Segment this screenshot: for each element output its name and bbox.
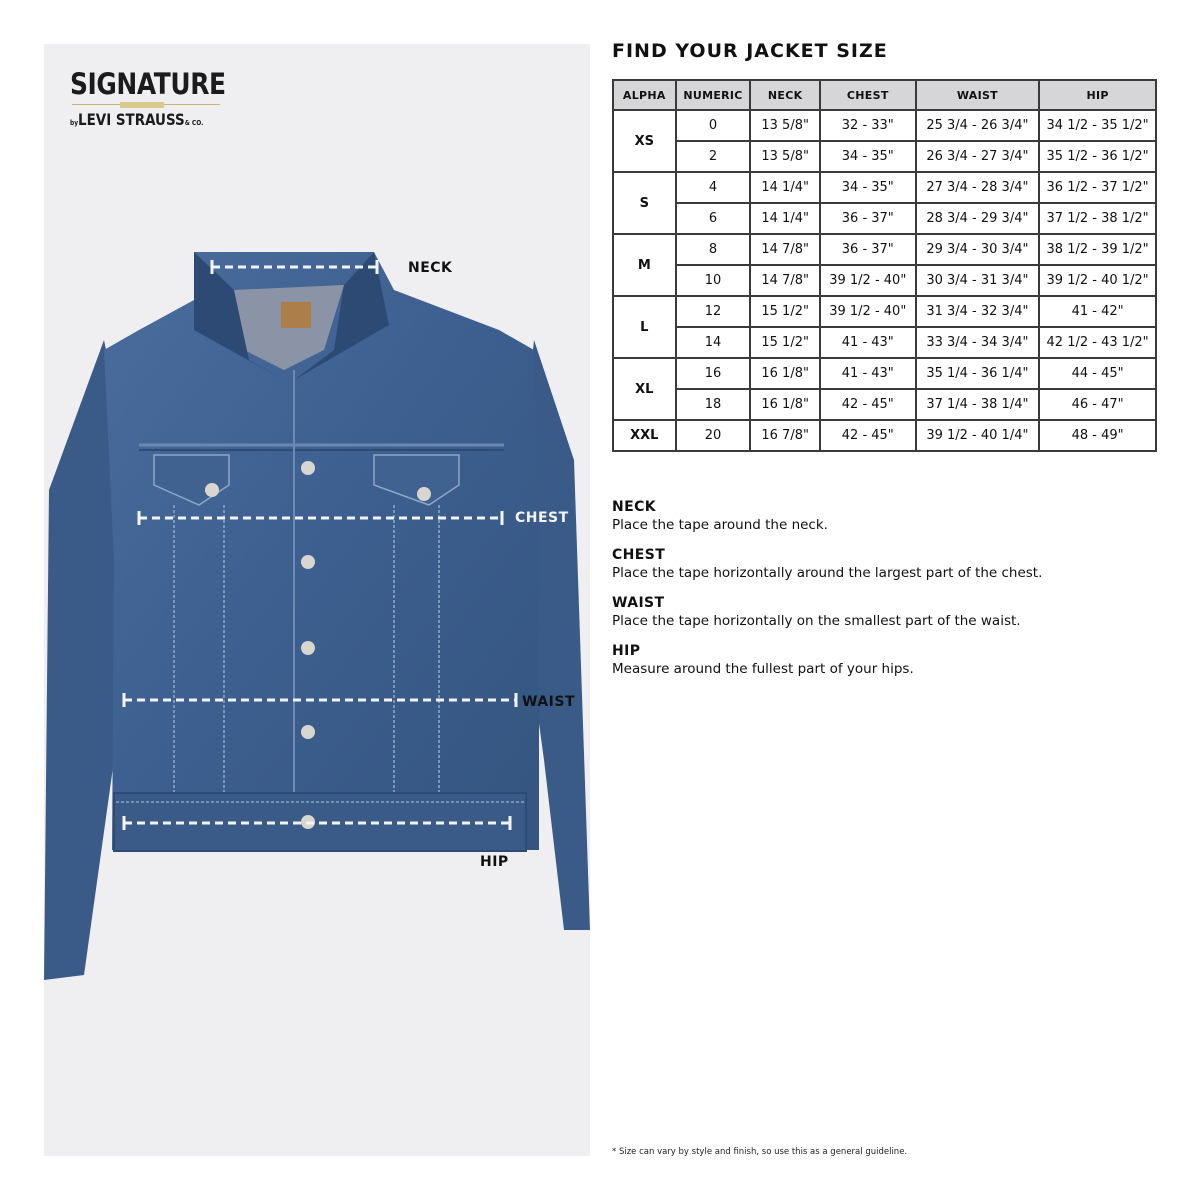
numeric-cell: 2 <box>676 141 751 172</box>
neck-cell: 14 1/4" <box>750 203 820 234</box>
chest-cell: 41 - 43" <box>820 358 916 389</box>
chest-cell: 39 1/2 - 40" <box>820 265 916 296</box>
numeric-cell: 8 <box>676 234 751 265</box>
hip-cell: 39 1/2 - 40 1/2" <box>1039 265 1156 296</box>
alpha-size-cell: XXL <box>613 420 676 451</box>
column-header: NUMERIC <box>676 80 751 110</box>
waist-cell: 26 3/4 - 27 3/4" <box>916 141 1040 172</box>
waist-label: WAIST <box>522 694 575 710</box>
column-header: HIP <box>1039 80 1156 110</box>
hip-cell: 42 1/2 - 43 1/2" <box>1039 327 1156 358</box>
column-header: CHEST <box>820 80 916 110</box>
numeric-cell: 20 <box>676 420 751 451</box>
numeric-cell: 16 <box>676 358 751 389</box>
neck-cell: 15 1/2" <box>750 327 820 358</box>
instruction-title: CHEST <box>612 547 666 563</box>
instruction-text: Place the tape horizontally on the smallest part of the waist. <box>612 613 1021 629</box>
instruction-title: WAIST <box>612 595 665 611</box>
hip-cell: 48 - 49" <box>1039 420 1156 451</box>
hip-cell: 37 1/2 - 38 1/2" <box>1039 203 1156 234</box>
waist-cell: 25 3/4 - 26 3/4" <box>916 110 1040 141</box>
alpha-size-cell: S <box>613 172 676 234</box>
product-photo-panel <box>44 44 590 1156</box>
logo-by: by <box>70 119 79 127</box>
waist-cell: 27 3/4 - 28 3/4" <box>916 172 1040 203</box>
hip-cell: 34 1/2 - 35 1/2" <box>1039 110 1156 141</box>
table-row <box>613 110 1156 141</box>
table-row <box>613 172 1156 203</box>
table-row <box>613 327 1156 358</box>
neck-cell: 15 1/2" <box>750 296 820 327</box>
table-row <box>613 420 1156 451</box>
hip-cell: 35 1/2 - 36 1/2" <box>1039 141 1156 172</box>
logo-suffix: & CO. <box>184 119 204 127</box>
column-header: NECK <box>750 80 820 110</box>
waist-cell: 33 3/4 - 34 3/4" <box>916 327 1040 358</box>
instruction-neck <box>612 499 1172 534</box>
table-row <box>613 389 1156 420</box>
column-header: WAIST <box>916 80 1040 110</box>
neck-cell: 14 7/8" <box>750 265 820 296</box>
table-row <box>613 203 1156 234</box>
size-chart-title: FIND YOUR JACKET SIZE <box>612 40 888 62</box>
chest-cell: 41 - 43" <box>820 327 916 358</box>
measurement-instructions <box>612 499 1172 691</box>
alpha-size-cell: M <box>613 234 676 296</box>
hip-cell: 46 - 47" <box>1039 389 1156 420</box>
chest-label: CHEST <box>515 510 569 526</box>
waist-cell: 29 3/4 - 30 3/4" <box>916 234 1040 265</box>
chest-cell: 42 - 45" <box>820 420 916 451</box>
chest-cell: 32 - 33" <box>820 110 916 141</box>
logo-divider <box>72 102 220 108</box>
neck-label: NECK <box>408 260 453 276</box>
instruction-chest <box>612 547 1172 582</box>
instruction-text: Place the tape around the neck. <box>612 517 828 533</box>
size-footnote: * Size can vary by style and finish, so use this as a general guideline. <box>612 1147 908 1157</box>
alpha-size-cell: XL <box>613 358 676 420</box>
neck-cell: 14 1/4" <box>750 172 820 203</box>
hip-cell: 38 1/2 - 39 1/2" <box>1039 234 1156 265</box>
table-row <box>613 358 1156 389</box>
chest-cell: 36 - 37" <box>820 203 916 234</box>
waist-cell: 35 1/4 - 36 1/4" <box>916 358 1040 389</box>
logo-subtitle <box>70 110 204 129</box>
instruction-hip <box>612 643 1172 678</box>
instruction-text: Measure around the fullest part of your hips. <box>612 661 914 677</box>
neck-cell: 14 7/8" <box>750 234 820 265</box>
neck-cell: 13 5/8" <box>750 110 820 141</box>
brand-logo <box>70 68 230 129</box>
column-header: ALPHA <box>613 80 676 110</box>
neck-cell: 16 1/8" <box>750 358 820 389</box>
chest-cell: 42 - 45" <box>820 389 916 420</box>
table-row <box>613 234 1156 265</box>
chest-cell: 36 - 37" <box>820 234 916 265</box>
numeric-cell: 12 <box>676 296 751 327</box>
neck-cell: 16 1/8" <box>750 389 820 420</box>
table-row <box>613 265 1156 296</box>
chest-cell: 39 1/2 - 40" <box>820 296 916 327</box>
numeric-cell: 0 <box>676 110 751 141</box>
hip-cell: 41 - 42" <box>1039 296 1156 327</box>
chest-cell: 34 - 35" <box>820 141 916 172</box>
waist-cell: 37 1/4 - 38 1/4" <box>916 389 1040 420</box>
denim-jacket-illustration <box>44 240 590 990</box>
waist-cell: 28 3/4 - 29 3/4" <box>916 203 1040 234</box>
table-row <box>613 296 1156 327</box>
logo-sub-text: LEVI STRAUSS <box>78 110 185 129</box>
instruction-title: HIP <box>612 643 641 659</box>
instruction-waist <box>612 595 1172 630</box>
numeric-cell: 14 <box>676 327 751 358</box>
neck-cell: 13 5/8" <box>750 141 820 172</box>
numeric-cell: 10 <box>676 265 751 296</box>
numeric-cell: 18 <box>676 389 751 420</box>
instruction-title: NECK <box>612 499 657 515</box>
logo-wordmark: SIGNATURE <box>70 67 226 101</box>
alpha-size-cell: L <box>613 296 676 358</box>
table-row <box>613 141 1156 172</box>
numeric-cell: 4 <box>676 172 751 203</box>
size-chart-table <box>612 79 1157 452</box>
hip-label: HIP <box>480 854 509 870</box>
numeric-cell: 6 <box>676 203 751 234</box>
table-header-row <box>613 80 1156 110</box>
waist-cell: 39 1/2 - 40 1/4" <box>916 420 1040 451</box>
waist-cell: 31 3/4 - 32 3/4" <box>916 296 1040 327</box>
hip-cell: 44 - 45" <box>1039 358 1156 389</box>
instruction-text: Place the tape horizontally around the largest part of the chest. <box>612 565 1043 581</box>
waist-cell: 30 3/4 - 31 3/4" <box>916 265 1040 296</box>
neck-cell: 16 7/8" <box>750 420 820 451</box>
chest-cell: 34 - 35" <box>820 172 916 203</box>
hip-cell: 36 1/2 - 37 1/2" <box>1039 172 1156 203</box>
alpha-size-cell: XS <box>613 110 676 172</box>
